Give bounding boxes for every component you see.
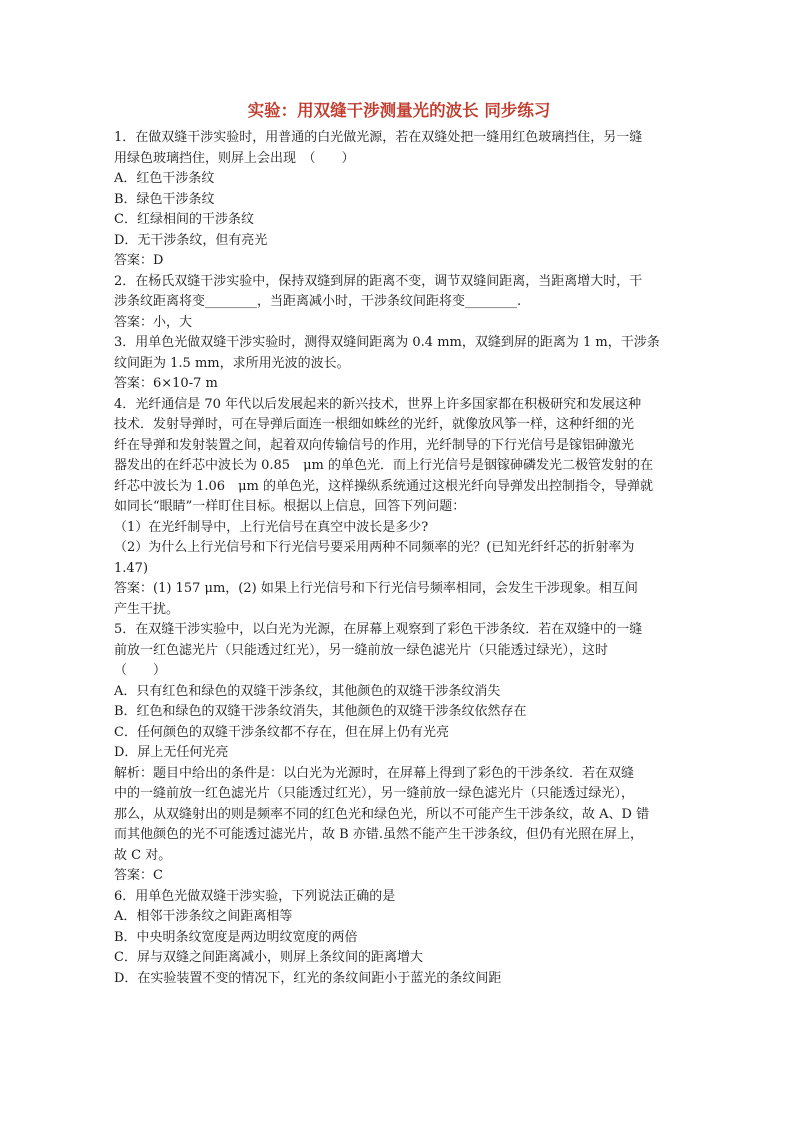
text-line: C．屏与双缝之间距离减小，则屏上条纹间的距离增大 [114, 950, 423, 965]
text-line: 1．在做双缝干涉实验时，用普通的白光做光源，若在双缝处把一缝用红色玻璃挡住，另一缝 [114, 130, 643, 145]
text-line: C．红绿相间的干涉条纹 [114, 212, 254, 227]
text-line: 6．用单色光做双缝干涉实验，下列说法正确的是 [114, 888, 396, 904]
text-line: 产生干扰。 [114, 601, 180, 617]
text-line: 纤芯中波长为 1.06 μm 的单色光，这样操纵系统通过这根光纤向导弹发出控制指令，导弹就 [114, 478, 653, 494]
text-line: 如同长“眼睛”一样盯住目标。根据以上信息，回答下列问题： [114, 499, 466, 514]
text-line: A．相邻干涉条纹之间距离相等 [114, 909, 293, 924]
text-line: （1）在光纤制导中，上行光信号在真空中波长是多少? [114, 519, 429, 535]
text-line: 2．在杨氏双缝干涉实验中，保持双缝到屏的距离不变，调节双缝间距离，当距离增大时，干 [114, 273, 643, 289]
text-line: B．中央明条纹宽度是两边明纹宽度的两倍 [114, 929, 358, 945]
text-line: 而其他颜色的光不可能透过滤光片，故 B 亦错.虽然不能产生干涉条纹，但仍有光照在屏上， [114, 827, 643, 842]
text-line: B．绿色干涉条纹 [114, 191, 215, 207]
text-line: 答案：D [114, 253, 164, 268]
text-line: 用绿色玻璃挡住，则屏上会出现 （ ） [114, 150, 355, 166]
text-line: 纹间距为 1.5 mm，求所用光波的波长。 [114, 355, 350, 371]
text-line: 解析：题目中给出的条件是：以白光为光源时，在屏幕上得到了彩色的干涉条纹．若在双缝 [114, 765, 635, 781]
document-title: 实验：用双缝干涉测量光的波长 同步练习 [247, 101, 551, 120]
text-line: 纤在导弹和发射装置之间，起着双向传输信号的作用，光纤制导的下行光信号是镓铝砷激光 [114, 437, 635, 453]
text-line: D．在实验装置不变的情况下，红光的条纹间距小于蓝光的条纹间距 [114, 970, 502, 986]
document-page [114, 100, 684, 989]
text-line: 答案：6×10-7 m [114, 376, 218, 391]
text-line: C．任何颜色的双缝干涉条纹都不存在，但在屏上仍有光亮 [114, 724, 449, 740]
text-line: 前放一红色滤光片（只能透过红光），另一缝前放一绿色滤光片（只能透过绿光），这时 [114, 642, 609, 658]
text-line: 涉条纹距离将变________，当距离减小时，干涉条纹间距将变________. [114, 294, 522, 309]
text-line: 3．用单色光做双缝干涉实验时，测得双缝间距离为 0.4 mm，双缝到屏的距离为 1 m，干涉条 [114, 335, 660, 350]
text-line: B．红色和绿色的双缝干涉条纹消失，其他颜色的双缝干涉条纹依然存在 [114, 704, 527, 719]
text-line: 技术．发射导弹时，可在导弹后面连一根细如蛛丝的光纤，就像放风筝一样，这种纤细的光 [114, 417, 635, 432]
text-line: D．无干涉条纹，但有亮光 [114, 232, 268, 248]
text-line: 5．在双缝干涉实验中，以白光为光源，在屏幕上观察到了彩色干涉条纹．若在双缝中的一缝 [114, 622, 643, 637]
text-line: D．屏上无任何光亮 [114, 745, 229, 760]
text-line: A．只有红色和绿色的双缝干涉条纹，其他颜色的双缝干涉条纹消失 [114, 683, 501, 699]
text-line: 故 C 对。 [114, 847, 172, 863]
text-line: 4．光纤通信是 70 年代以后发展起来的新兴技术，世界上许多国家都在积极研究和发展这种 [114, 396, 642, 412]
text-line: （2）为什么上行光信号和下行光信号要采用两种不同频率的光？(已知光纤纤芯的折射率为 [114, 540, 635, 555]
text-line: 那么，从双缝射出的则是频率不同的红色光和绿色光，所以不可能产生干涉条纹，故 A、D 错 [114, 806, 650, 822]
text-line: 答案：小，大 [114, 314, 193, 330]
text-line: 中的一缝前放一红色滤光片（只能透过红光），另一缝前放一绿色滤光片（只能透过绿光）， [114, 786, 635, 801]
text-line: 答案：(1) 157 μm，(2) 如果上行光信号和下行光信号频率相同，会发生干涉现象。相互间 [114, 581, 638, 596]
text-line: A．红色干涉条纹 [114, 171, 215, 186]
text-line: 答案：C [114, 868, 163, 883]
text-line: （ ） [114, 663, 167, 678]
text-line: 1.47) [114, 560, 149, 576]
text-line: 器发出的在纤芯中波长为 0.85 μm 的单色光．而上行光信号是铟镓砷磷发光二极管发射的在 [114, 458, 653, 473]
document-body [114, 128, 684, 989]
